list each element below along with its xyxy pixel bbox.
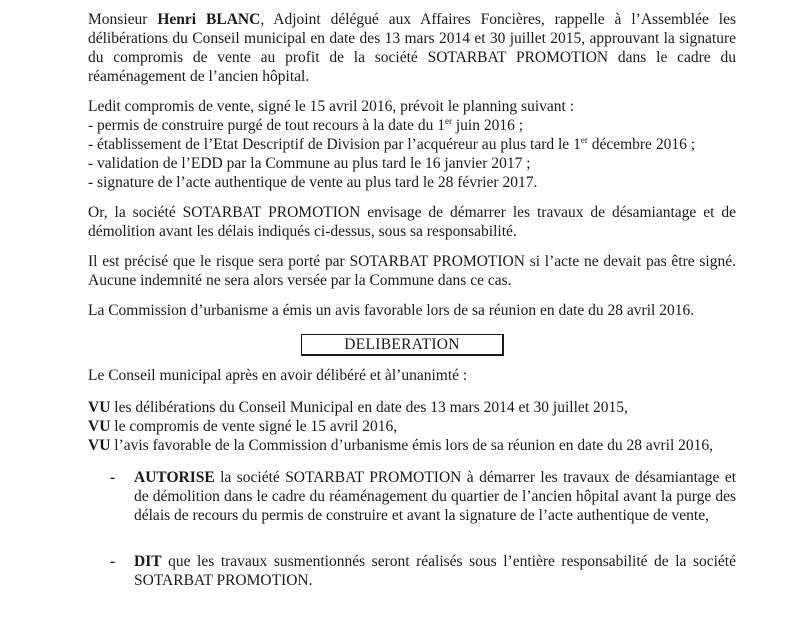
intro-text: Monsieur [88,11,158,28]
paragraph-intro [88,10,736,86]
planning-item: - établissement de l’Etat Descriptif de Division par l’acquéreur au plus tard le 1er décembre 2016 ; [88,135,695,153]
paragraph-risk: Il est précisé que le risque sera porté par SOTARBAT PROMOTION si l’acte ne devait pas être signé. Aucune indemnité ne sera alors versée par la Commune dans ce cas. [88,253,736,289]
document-page [88,10,736,590]
vu-line: VU l’avis favorable de la Commission d’urbanisme émis lors de sa réunion en date du 28 avril 2016, [88,437,714,454]
decision-dit [110,552,736,590]
decision-keyword: AUTORISE [134,469,215,486]
intro-rest-text: , Adjoint délégué aux Affaires Foncières, rappelle à l’Assemblée les délibérations du Conseil municipal en date des 13 mars 2014 et 30 juillet 2015, approuvant la signature du compromis de vente au profit de la société SOTARBAT PROMOTION dans le cadre du réaménagement de l’ancien hôpital. [88,11,736,85]
decision-keyword: DIT [134,553,162,570]
dash-marker: - [110,469,116,486]
council-intro: Le Conseil municipal après en avoir délibéré et àl’unanimté : [88,367,468,384]
vu-block [88,398,736,455]
planning-item: - signature de l’acte authentique de vente au plus tard le 28 février 2017. [88,174,538,191]
decision-text: que les travaux susmentionnés seront réalisés sous l’entière responsabilité de la société SOTARBAT PROMOTION. [134,553,736,589]
planning-block [88,97,736,192]
paragraph-commission: La Commission d’urbanisme a émis un avis favorable lors de sa réunion en date du 28 avril 2016. [88,302,695,319]
official-name: Henri BLANC [157,11,261,28]
planning-intro: Ledit compromis de vente, signé le 15 avril 2016, prévoit le planning suivant : [88,98,574,115]
decision-authorise [110,468,736,525]
decision-text: la société SOTARBAT PROMOTION à démarrer les travaux de désamiantage et de démolition dans le cadre du réaménagement du quartier de l’ancien hôpital avant la purge des délais de recours du permis de construire et avant la signature de l’acte authentique de vente, [134,469,736,524]
deliberation-heading-wrap [88,334,736,356]
vu-line: VU les délibérations du Conseil Municipal en date des 13 mars 2014 et 30 juillet 2015, [88,399,628,416]
vu-line: VU le compromis de vente signé le 15 avril 2016, [88,418,398,435]
deliberation-heading: DELIBERATION [301,334,504,356]
planning-item: - permis de construire purgé de tout recours à la date du 1er juin 2016 ; [88,116,524,134]
dash-marker: - [110,553,116,570]
planning-item: - validation de l’EDD par la Commune au plus tard le 16 janvier 2017 ; [88,155,531,172]
paragraph-works: Or, la société SOTARBAT PROMOTION envisage de démarrer les travaux de désamiantage et de démolition avant les délais indiqués ci-dessus, sous sa responsabilité. [88,204,736,240]
